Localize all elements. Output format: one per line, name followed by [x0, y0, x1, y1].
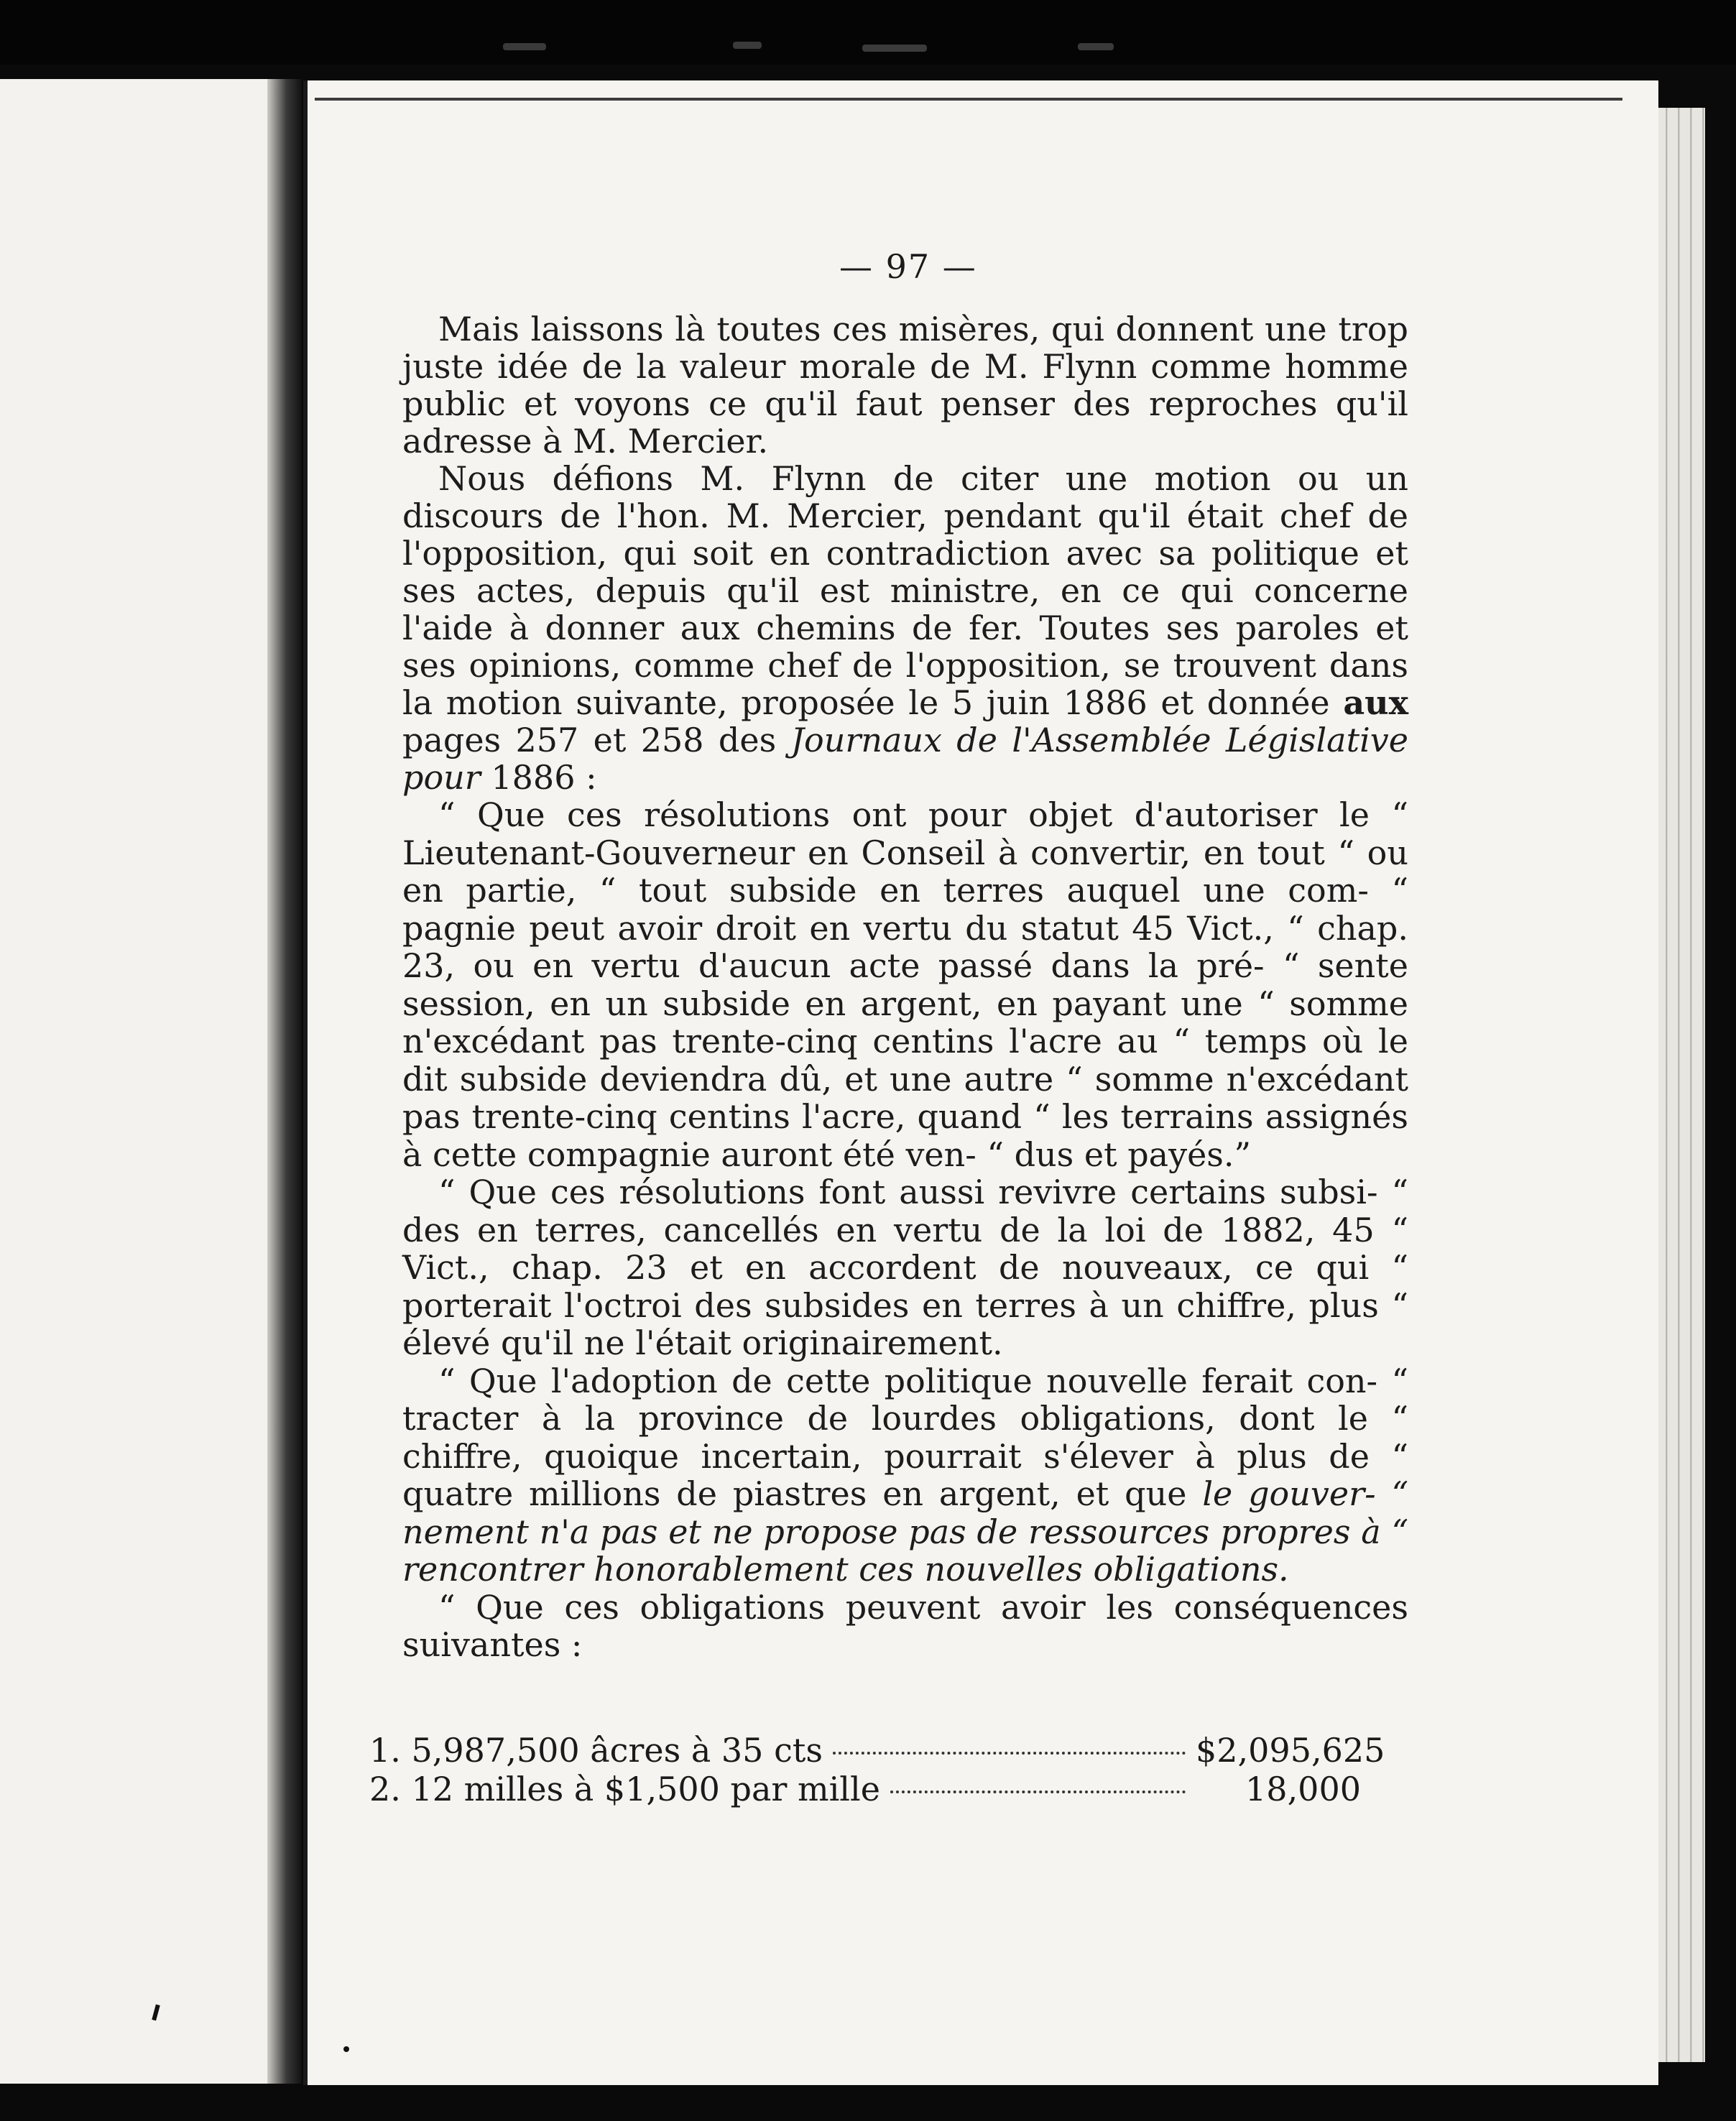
scan-top-border	[0, 0, 1736, 65]
journal-title: Journaux de l'Assemblée Législative	[790, 721, 1409, 759]
item-label: 1. 5,987,500 âcres à 35 cts	[369, 1731, 823, 1770]
dot-leader	[890, 1790, 1186, 1793]
scan-speck	[733, 42, 762, 49]
scan-speck	[862, 45, 927, 52]
item-value: 18,000	[1245, 1770, 1361, 1808]
page-body	[402, 310, 1408, 1664]
paragraph-text: 1886 :	[491, 758, 597, 797]
quote-text-italic: le gouver- “ nement n'a pas et ne propose pas de ressources propres à “ rencontrer honorablement ces nouvelles obligations.	[402, 1474, 1408, 1589]
book-gutter	[267, 79, 302, 2084]
obligation-item	[369, 1770, 1361, 1808]
quote-text: “ Que l'adoption de cette politique nouvelle ferait con- “ tracter à la province de lourdes obligations, dont le “ chiffre, quoique incertain, pourrait s'élever à plus de “ quatre millions de piastres en argent, et que	[402, 1361, 1408, 1513]
scan-speck	[1078, 43, 1114, 50]
dot-leader	[833, 1752, 1186, 1755]
quoted-resolution: “ Que ces résolutions font aussi revivre certains subsi- “ des en terres, cancellés en vertu de la loi de 1882, 45 “ Vict., chap. 23 et en accordent de nouveaux, ce qui “ porterait l'octroi des subsides en terres à un chiffre, plus “ élevé qu'il ne l'était originairement.	[402, 1173, 1408, 1362]
quoted-resolution: “ Que ces résolutions ont pour objet d'autoriser le “ Lieutenant-Gouverneur en Conseil à convertir, en tout “ ou en partie, “ tout subside en terres auquel une com- “ pagnie peut avoir droit en vertu du statut 45 Vict., “ chap. 23, ou en vertu d'aucun acte passé dans la pré- “ sente session, en un subside en argent, en payant une “ somme n'excédant pas trente-cinq centins l'acre au “ temps où le dit subside deviendra dû, et une autre “ somme n'excédant pas trente-cinq centins l'acre, quand “ les terrains assignés à cette compagnie auront été ven- “ dus et payés.”	[402, 795, 1408, 1174]
item-label: 2. 12 milles à $1,500 par mille	[369, 1770, 880, 1808]
page-number: — 97 —	[839, 247, 977, 286]
item-value: $2,095,625	[1196, 1731, 1385, 1770]
page-top-rule	[315, 98, 1622, 101]
paragraph-text-italic: pour	[402, 758, 481, 797]
paragraph: Mais laissons là toutes ces misères, qui donnent une trop juste idée de la valeur morale de M. Flynn comme homme public et voyons ce qu'il faut penser des reproches qu'il adresse à M. Mercier.	[402, 310, 1408, 461]
paragraph-text: Nous défions M. Flynn de citer une motion ou un discours de l'hon. M. Mercier, pendant qu'il était chef de l'opposition, qui soit en contradiction avec sa politique et ses actes, depuis qu'il est ministre, en ce qui concerne l'aide à donner aux chemins de fer. Toutes ses paroles et ses opinions, comme chef de l'opposition, se trouvent dans la motion suivante, proposée le 5 juin 1886 et donnée	[402, 459, 1408, 722]
previous-page-fragment	[0, 79, 273, 2084]
paragraph-text-bold: aux	[1343, 683, 1408, 722]
paragraph-text: pages 257 et 258 des	[402, 721, 777, 759]
scan-speck	[503, 43, 546, 50]
paragraph	[402, 460, 1408, 796]
obligation-item	[369, 1731, 1385, 1770]
quoted-resolution	[402, 1362, 1408, 1589]
scan-mark	[343, 2046, 349, 2052]
quoted-resolution: “ Que ces obligations peuvent avoir les conséquences suivantes :	[402, 1587, 1408, 1664]
